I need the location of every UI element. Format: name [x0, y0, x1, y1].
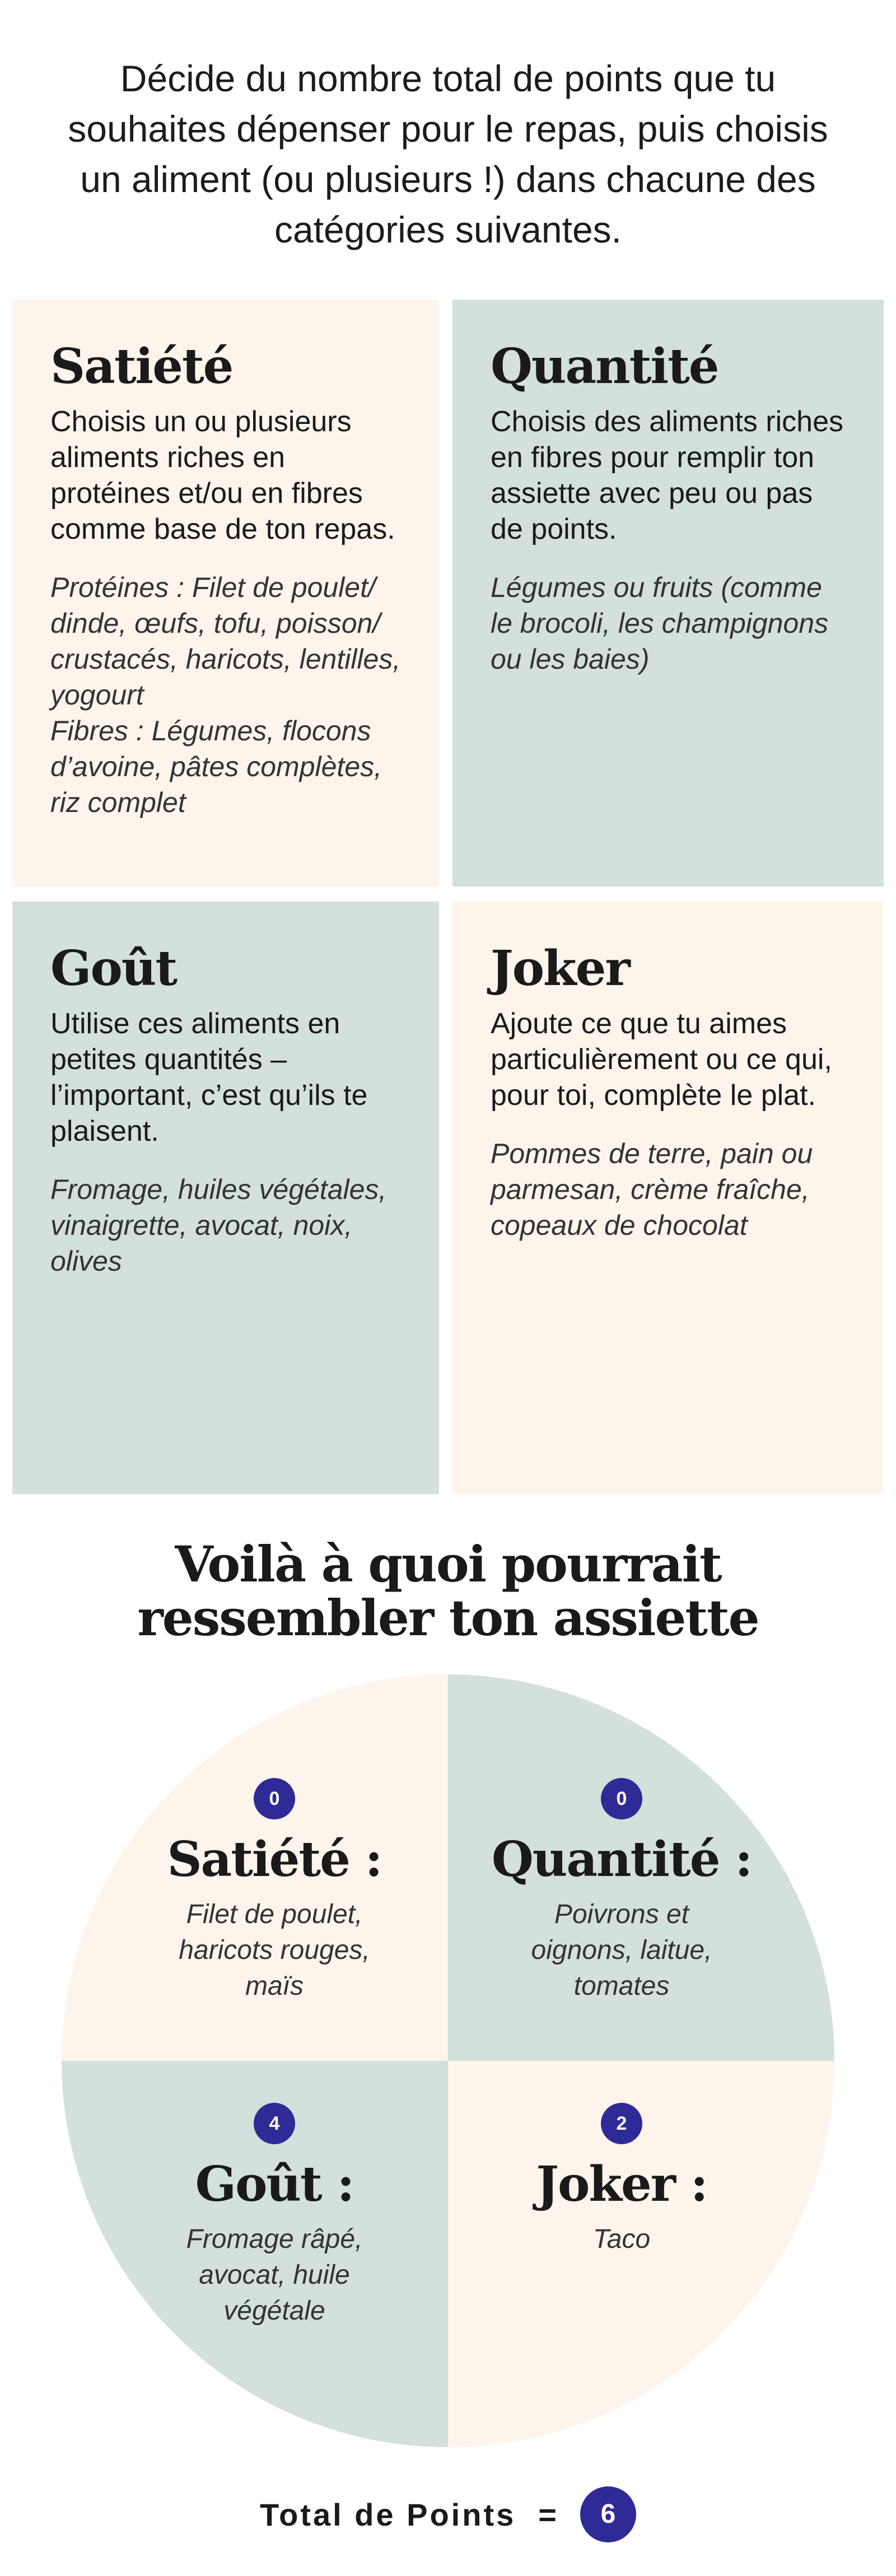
card-examples: Fromage, huiles végétales, vinaigrette, avocat, noix, olives — [50, 1174, 387, 1277]
card-joker — [452, 902, 884, 1494]
quadrant-text: Taco — [592, 2224, 651, 2254]
plate-quadrant-gout — [62, 2061, 448, 2447]
card-quantite — [452, 300, 884, 886]
total-points-row — [0, 2486, 896, 2542]
equals-sign: = — [538, 2496, 557, 2532]
quadrant-label — [465, 2103, 778, 2257]
plate-quadrant-satiete — [62, 1674, 448, 2061]
card-body: Choisis un ou plusieurs aliments riches en protéines et/ou en fibres comme base de ton repas. — [50, 405, 395, 545]
card-title: Goût — [50, 940, 177, 997]
quadrant-title: Goût : — [195, 2156, 354, 2213]
card-body: Choisis des aliments riches en fibres pour remplir ton assiette avec peu ou pas de points. — [491, 405, 844, 545]
quadrant-text: Poivrons et oignons, laitue, tomates — [531, 1900, 712, 2001]
plate-illustration — [62, 1674, 834, 2447]
quadrant-label — [118, 2103, 431, 2329]
points-badge: 0 — [601, 1778, 642, 1819]
intro-text: Décide du nombre total de points que tu souhaites dépenser pour le repas, puis choisis un aliment (ou plusieurs !) dans chacune des catégories suivantes. — [68, 58, 828, 250]
card-gout — [12, 902, 439, 1494]
card-title: Joker — [491, 940, 629, 997]
card-satiete — [12, 300, 439, 886]
quadrant-label — [465, 1778, 778, 2004]
plate-quadrant-joker — [448, 2061, 834, 2447]
quadrant-title: Quantité : — [491, 1831, 752, 1888]
card-examples: Protéines : Filet de poulet/ dinde, œufs, tofu, poisson/ crustacés, haricots, lentilles, yogourt Fibres : Légumes, flocons d’avoine, pâtes complètes, riz complet — [50, 572, 401, 818]
card-body: Ajoute ce que tu aimes particulièrement ou ce qui, pour toi, complète le plat. — [491, 1007, 832, 1112]
points-badge: 2 — [601, 2103, 642, 2144]
total-label: Total de Points — [260, 2496, 516, 2532]
card-examples: Légumes ou fruits (comme le brocoli, les champignons ou les baies) — [491, 572, 829, 675]
plate-quadrant-quantite — [448, 1674, 834, 2061]
plate-heading: Voilà à quoi pourrait ressembler ton assiette — [137, 1535, 759, 1647]
quadrant-title: Joker : — [536, 2156, 707, 2213]
total-badge: 6 — [580, 2486, 636, 2542]
points-badge: 0 — [254, 1778, 295, 1819]
quadrant-text: Fromage râpé, avocat, huile végétale — [186, 2224, 363, 2326]
points-badge: 4 — [254, 2103, 295, 2144]
card-title: Satiété — [50, 338, 233, 395]
card-body: Utilise ces aliments en petites quantités – l’important, c’est qu’ils te plaisent. — [50, 1007, 368, 1147]
quadrant-title: Satiété : — [167, 1831, 382, 1888]
card-examples: Pommes de terre, pain ou parmesan, crème fraîche, copeaux de chocolat — [491, 1138, 813, 1241]
quadrant-label — [118, 1778, 431, 2004]
quadrant-text: Filet de poulet, haricots rouges, maïs — [179, 1900, 370, 2001]
card-title: Quantité — [491, 338, 718, 395]
